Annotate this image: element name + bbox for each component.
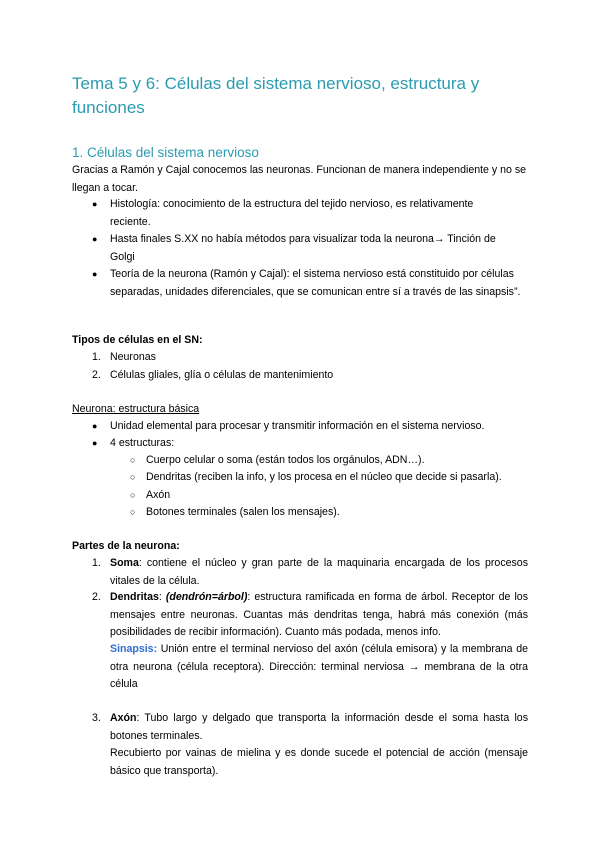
parte-dendritas: Dendritas: (dendrón=árbol): estructura ramificada en forma de árbol. Receptor de los mensajes entre neuronas. Cuantas más dendritas tenga, habrá más conexión (más posibilidades de recibir información). Cuanto más podada, menos info. bbox=[110, 591, 528, 638]
circle-bullet-icon: ○ bbox=[130, 455, 136, 465]
list-item-histologia: Histología: conocimiento de la estructura del tejido nervioso, es relativamente reciente. bbox=[110, 198, 474, 228]
list-number: 1. bbox=[92, 351, 101, 363]
parte-axon bbox=[110, 710, 528, 745]
text-axon: : Tubo largo y delgado que transporta la información desde el soma hasta los botones terminales. bbox=[110, 712, 528, 742]
list-item-unidad: Unidad elemental para procesar y transmitir información en el sistema nervioso. bbox=[110, 420, 485, 432]
list-item-estructuras: 4 estructuras: bbox=[110, 437, 175, 449]
intro-paragraph: Gracias a Ramón y Cajal conocemos las neuronas. Funcionan de manera independiente y no se llegan a tocar. bbox=[72, 164, 527, 194]
circle-bullet-icon: ○ bbox=[130, 490, 136, 500]
term-soma: Soma bbox=[110, 557, 139, 569]
sub-item-axon: Axón bbox=[146, 489, 171, 501]
list-number: 3. bbox=[92, 712, 101, 724]
list-item-gliales: Células gliales, glía o células de mantenimiento bbox=[110, 369, 334, 381]
text-dendritas: : estructura ramificada en forma de árbol. Receptor de los mensajes entre neuronas. Cuantas más dendritas tenga, habrá más conexión (más posibilidades de recibir información). Cuanto más podada, menos info. bbox=[110, 591, 528, 638]
bullet-icon: ● bbox=[92, 421, 98, 431]
partes-heading: Partes de la neurona: bbox=[72, 540, 180, 552]
document-title: Tema 5 y 6: Células del sistema nervioso, estructura y funciones bbox=[72, 74, 480, 117]
list-number: 1. bbox=[92, 557, 101, 569]
text-sinapsis: Unión entre el terminal nervioso del axón (célula emisora) y la membrana de otra neurona (célula receptora). Dirección: terminal nerviosa → membrana de la otra célula bbox=[110, 643, 528, 690]
bullet-icon: ● bbox=[92, 199, 98, 209]
term-dendron: (dendrón=árbol) bbox=[165, 591, 248, 603]
parte-sinapsis bbox=[110, 641, 528, 694]
term-axon: Axón bbox=[110, 712, 137, 724]
list-item-golgi: Hasta finales S.XX no había métodos para visualizar toda la neurona→ Tinción de Golgi bbox=[110, 233, 496, 263]
list-item-neuronas: Neuronas bbox=[110, 351, 156, 363]
term-sinapsis: Sinapsis: bbox=[110, 643, 158, 655]
sub-item-botones: Botones terminales (salen los mensajes). bbox=[146, 506, 340, 518]
tipos-heading: Tipos de células en el SN: bbox=[72, 334, 203, 346]
parte-soma bbox=[110, 555, 528, 590]
sub-item-soma: Cuerpo celular o soma (están todos los orgánulos, ADN…). bbox=[146, 454, 425, 466]
bullet-icon: ● bbox=[92, 234, 98, 244]
parte-axon-mielina: Recubierto por vainas de mielina y es donde sucede el potencial de acción (mensaje básico que transporta). bbox=[110, 747, 528, 777]
section-heading-celulas: 1. Células del sistema nervioso bbox=[72, 145, 259, 160]
neurona-heading: Neurona: estructura básica bbox=[72, 403, 200, 415]
circle-bullet-icon: ○ bbox=[130, 507, 136, 517]
bullet-icon: ● bbox=[92, 438, 98, 448]
bullet-icon: ● bbox=[92, 269, 98, 279]
list-number: 2. bbox=[92, 369, 101, 381]
text-soma: : contiene el núcleo y gran parte de la maquinaria encargada de los procesos vitales de la célula. bbox=[110, 557, 528, 587]
sub-item-dendritas: Dendritas (reciben la info, y los procesa en el núcleo que decide si pasarla). bbox=[146, 471, 502, 483]
term-dendritas: Dendritas bbox=[110, 591, 159, 603]
list-item-teoria: Teoría de la neurona (Ramón y Cajal): el sistema nervioso está constituido por células separadas, unidades diferenciales, que se comunican entre sí a través de las sinapsis”. bbox=[110, 268, 521, 298]
list-number: 2. bbox=[92, 591, 101, 603]
circle-bullet-icon: ○ bbox=[130, 472, 136, 482]
